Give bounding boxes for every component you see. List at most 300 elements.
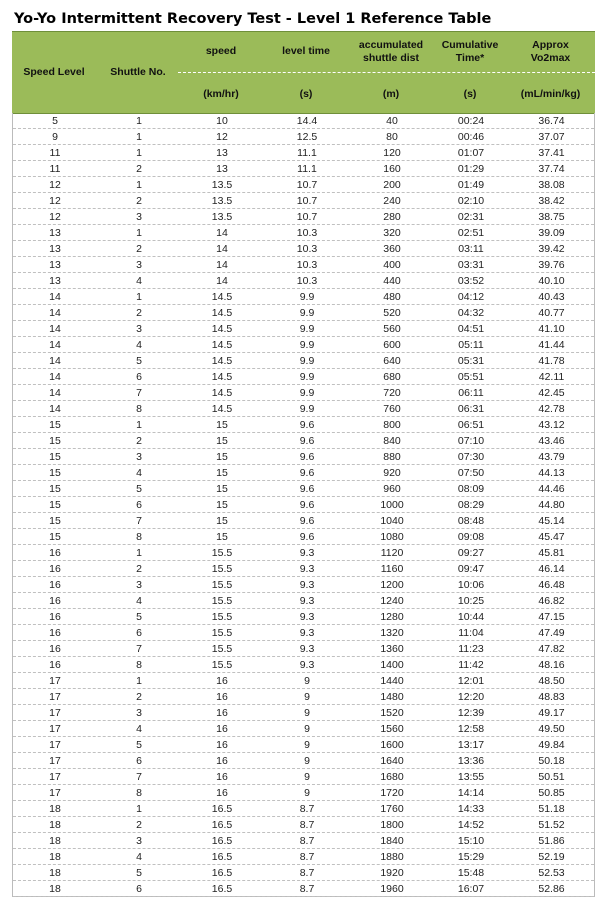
table-row — [13, 529, 594, 545]
shuttle-no-cell: 6 — [136, 371, 142, 383]
cumulative-time-cell: 13:17 — [457, 739, 485, 751]
speed-cell: 15 — [216, 515, 228, 527]
table-row — [13, 225, 594, 241]
speed-cell: 16 — [216, 691, 228, 703]
shuttle-no-cell: 4 — [136, 723, 142, 735]
speed-cell: 14.5 — [211, 355, 233, 367]
vo2max-cell: 46.48 — [538, 579, 565, 591]
distance-cell: 920 — [383, 467, 401, 479]
unit-distance: (m) — [382, 88, 400, 100]
distance-cell: 1480 — [380, 691, 404, 703]
table-row — [13, 113, 594, 129]
speed-level-cell: 16 — [49, 579, 61, 591]
distance-cell: 200 — [383, 179, 401, 191]
speed-level-cell: 15 — [49, 467, 61, 479]
table-row — [13, 657, 594, 673]
shuttle-no-cell: 8 — [136, 659, 142, 671]
distance-cell: 840 — [383, 435, 401, 447]
page-title: Yo-Yo Intermittent Recovery Test - Level 1 Reference Table — [14, 11, 492, 27]
speed-level-cell: 12 — [49, 179, 61, 191]
cumulative-time-cell: 01:29 — [457, 163, 485, 175]
speed-level-cell: 14 — [49, 291, 61, 303]
cumulative-time-cell: 07:50 — [457, 467, 485, 479]
speed-cell: 15.5 — [211, 547, 233, 559]
vo2max-cell: 52.19 — [538, 851, 565, 863]
distance-cell: 1560 — [380, 723, 404, 735]
distance-cell: 160 — [383, 163, 401, 175]
distance-cell: 40 — [386, 115, 398, 127]
distance-cell: 1120 — [380, 547, 404, 559]
speed-cell: 12 — [216, 131, 228, 143]
shuttle-no-cell: 7 — [136, 515, 142, 527]
speed-cell: 15 — [216, 451, 228, 463]
shuttle-no-cell: 6 — [136, 755, 142, 767]
vo2max-cell: 37.07 — [538, 131, 565, 143]
vo2max-cell: 43.12 — [538, 419, 565, 431]
speed-cell: 14.5 — [211, 387, 233, 399]
cumulative-time-cell: 04:32 — [457, 307, 485, 319]
vo2max-cell: 51.18 — [538, 803, 565, 815]
cumulative-time-cell: 12:58 — [457, 723, 485, 735]
table-row — [13, 321, 594, 337]
shuttle-no-cell: 4 — [136, 467, 142, 479]
distance-cell: 800 — [383, 419, 401, 431]
shuttle-no-cell: 2 — [136, 195, 142, 207]
table-row — [13, 289, 594, 305]
shuttle-no-cell: 5 — [136, 867, 142, 879]
shuttle-no-cell: 5 — [136, 355, 142, 367]
shuttle-no-cell: 3 — [136, 579, 142, 591]
table-row — [13, 513, 594, 529]
level-time-cell: 9.6 — [299, 531, 315, 543]
distance-cell: 1080 — [380, 531, 404, 543]
table-row — [13, 881, 594, 897]
table-row — [13, 273, 594, 289]
speed-cell: 15.5 — [211, 611, 233, 623]
level-time-cell: 9 — [304, 755, 310, 767]
speed-level-cell: 15 — [49, 451, 61, 463]
distance-cell: 1160 — [380, 563, 404, 575]
shuttle-no-cell: 1 — [136, 179, 142, 191]
speed-cell: 14.5 — [211, 403, 233, 415]
speed-cell: 14.5 — [211, 339, 233, 351]
table-row — [13, 609, 594, 625]
vo2max-cell: 38.42 — [538, 195, 565, 207]
vo2max-cell: 52.53 — [538, 867, 565, 879]
cumulative-time-cell: 06:31 — [457, 403, 485, 415]
level-time-cell: 10.3 — [296, 243, 318, 255]
shuttle-no-cell: 5 — [136, 739, 142, 751]
shuttle-no-cell: 3 — [136, 835, 142, 847]
cumulative-time-cell: 08:48 — [457, 515, 485, 527]
table-body — [12, 113, 595, 897]
speed-level-cell: 17 — [49, 723, 61, 735]
table-row — [13, 849, 594, 865]
distance-cell: 1600 — [380, 739, 404, 751]
shuttle-no-cell: 6 — [136, 499, 142, 511]
vo2max-cell: 42.45 — [538, 387, 565, 399]
vo2max-cell: 47.49 — [538, 627, 565, 639]
speed-cell: 14.5 — [211, 323, 233, 335]
cumulative-time-cell: 11:23 — [458, 643, 484, 655]
table-row — [13, 753, 594, 769]
shuttle-no-cell: 2 — [136, 691, 142, 703]
cumulative-time-cell: 02:31 — [457, 211, 485, 223]
speed-level-cell: 14 — [49, 323, 61, 335]
shuttle-no-cell: 1 — [136, 675, 142, 687]
vo2max-cell: 48.50 — [538, 675, 565, 687]
col-header-cumulative — [434, 39, 506, 65]
unit-vo2max: (mL/min/kg) — [520, 88, 581, 100]
distance-cell: 720 — [383, 387, 401, 399]
col-header-shuttle-no: Shuttle No. — [110, 66, 166, 78]
cumulative-time-cell: 00:24 — [457, 115, 485, 127]
cumulative-time-cell: 15:29 — [457, 851, 485, 863]
level-time-cell: 10.3 — [296, 275, 318, 287]
level-time-cell: 9 — [304, 787, 310, 799]
level-time-cell: 9.6 — [299, 451, 315, 463]
vo2max-cell: 50.18 — [538, 755, 565, 767]
speed-level-cell: 17 — [49, 739, 61, 751]
speed-level-cell: 14 — [49, 355, 61, 367]
col-header-vo2max — [506, 39, 595, 65]
speed-cell: 15.5 — [211, 595, 233, 607]
distance-cell: 640 — [383, 355, 401, 367]
shuttle-no-cell: 8 — [136, 531, 142, 543]
unit-cumulative: (s) — [463, 88, 477, 100]
shuttle-no-cell: 7 — [136, 387, 142, 399]
speed-level-cell: 16 — [49, 627, 61, 639]
shuttle-no-cell: 1 — [136, 227, 142, 239]
table-row — [13, 465, 594, 481]
distance-cell: 1440 — [380, 675, 404, 687]
speed-cell: 16.5 — [211, 867, 233, 879]
shuttle-no-cell: 1 — [136, 115, 142, 127]
vo2max-cell: 50.51 — [538, 771, 565, 783]
cumulative-time-cell: 15:48 — [457, 867, 485, 879]
vo2max-cell: 43.79 — [538, 451, 565, 463]
distance-cell: 520 — [383, 307, 401, 319]
distance-cell: 1520 — [380, 707, 404, 719]
shuttle-no-cell: 8 — [136, 787, 142, 799]
speed-cell: 14 — [216, 243, 228, 255]
vo2max-cell: 47.82 — [538, 643, 565, 655]
shuttle-no-cell: 8 — [136, 403, 142, 415]
vo2max-line1: Approx — [532, 39, 569, 51]
speed-level-cell: 14 — [49, 403, 61, 415]
table-row — [13, 769, 594, 785]
speed-level-cell: 18 — [49, 819, 61, 831]
shuttle-no-cell: 4 — [136, 339, 142, 351]
speed-cell: 13 — [216, 147, 228, 159]
speed-level-cell: 17 — [49, 755, 61, 767]
speed-cell: 16 — [216, 707, 228, 719]
vo2max-cell: 40.77 — [538, 307, 565, 319]
speed-level-cell: 17 — [49, 691, 61, 703]
vo2max-cell: 41.10 — [538, 323, 565, 335]
speed-level-cell: 18 — [49, 835, 61, 847]
cumulative-time-cell: 11:42 — [458, 659, 484, 671]
speed-level-cell: 18 — [49, 867, 61, 879]
table-row — [13, 337, 594, 353]
cumulative-time-cell: 07:10 — [457, 435, 485, 447]
cumulative-time-cell: 02:10 — [457, 195, 485, 207]
distance-cell: 320 — [383, 227, 401, 239]
shuttle-no-cell: 4 — [136, 851, 142, 863]
table-row — [13, 177, 594, 193]
table-row — [13, 241, 594, 257]
shuttle-no-cell: 2 — [136, 563, 142, 575]
speed-level-cell: 15 — [49, 483, 61, 495]
table-row — [13, 369, 594, 385]
table-row — [13, 401, 594, 417]
speed-cell: 16 — [216, 723, 228, 735]
table-row — [13, 785, 594, 801]
speed-cell: 14.5 — [211, 371, 233, 383]
cumulative-time-cell: 05:31 — [457, 355, 485, 367]
vo2max-cell: 37.74 — [538, 163, 565, 175]
speed-level-cell: 12 — [49, 211, 61, 223]
speed-level-cell: 15 — [49, 435, 61, 447]
cumulative-time-cell: 08:29 — [457, 499, 485, 511]
shuttle-no-cell: 2 — [136, 307, 142, 319]
speed-level-cell: 13 — [49, 243, 61, 255]
vo2max-cell: 52.86 — [538, 883, 565, 895]
col-header-speed-level: Speed Level — [23, 66, 85, 78]
speed-level-cell: 14 — [49, 339, 61, 351]
table-row — [13, 417, 594, 433]
speed-level-cell: 16 — [49, 547, 61, 559]
distance-cell: 360 — [383, 243, 401, 255]
speed-level-cell: 14 — [49, 307, 61, 319]
distance-cell: 1320 — [380, 627, 404, 639]
speed-cell: 16 — [216, 771, 228, 783]
shuttle-no-cell: 1 — [136, 419, 142, 431]
table-row — [13, 737, 594, 753]
cumulative-line1: Cumulative — [441, 39, 499, 51]
level-time-cell: 9.3 — [299, 547, 315, 559]
vo2max-cell: 46.14 — [538, 563, 565, 575]
shuttle-no-cell: 1 — [136, 803, 142, 815]
speed-level-cell: 18 — [49, 851, 61, 863]
table-row — [13, 193, 594, 209]
level-time-cell: 8.7 — [299, 803, 315, 815]
table-row — [13, 145, 594, 161]
shuttle-no-cell: 4 — [136, 595, 142, 607]
shuttle-no-cell: 3 — [136, 259, 142, 271]
shuttle-no-cell: 7 — [136, 771, 142, 783]
distance-cell: 1000 — [380, 499, 404, 511]
accumulated-line2: shuttle dist — [362, 52, 419, 64]
speed-cell: 16 — [216, 739, 228, 751]
cumulative-time-cell: 05:11 — [458, 339, 484, 351]
table-row — [13, 817, 594, 833]
unit-level-time: (s) — [299, 88, 313, 100]
level-time-cell: 10.7 — [296, 195, 318, 207]
cumulative-time-cell: 12:01 — [457, 675, 485, 687]
table-row — [13, 833, 594, 849]
speed-level-cell: 16 — [49, 595, 61, 607]
level-time-cell: 9.6 — [299, 467, 315, 479]
speed-cell: 15.5 — [211, 579, 233, 591]
speed-level-cell: 13 — [49, 275, 61, 287]
level-time-cell: 9 — [304, 723, 310, 735]
table-row — [13, 561, 594, 577]
vo2max-cell: 48.83 — [538, 691, 565, 703]
vo2max-cell: 42.11 — [538, 371, 565, 383]
shuttle-no-cell: 5 — [136, 611, 142, 623]
shuttle-no-cell: 3 — [136, 707, 142, 719]
level-time-cell: 9.3 — [299, 611, 315, 623]
vo2max-cell: 51.86 — [538, 835, 565, 847]
level-time-cell: 9.3 — [299, 659, 315, 671]
distance-cell: 760 — [383, 403, 401, 415]
level-time-cell: 14.4 — [296, 115, 318, 127]
speed-cell: 13.5 — [211, 179, 233, 191]
speed-level-cell: 17 — [49, 707, 61, 719]
speed-cell: 13.5 — [211, 195, 233, 207]
table-row — [13, 545, 594, 561]
shuttle-no-cell: 1 — [136, 147, 142, 159]
speed-cell: 15 — [216, 483, 228, 495]
speed-level-cell: 15 — [49, 419, 61, 431]
distance-cell: 1720 — [380, 787, 404, 799]
vo2max-cell: 40.43 — [538, 291, 565, 303]
speed-cell: 10 — [216, 115, 228, 127]
speed-level-cell: 15 — [49, 531, 61, 543]
table-row — [13, 129, 594, 145]
level-time-cell: 9.9 — [299, 371, 315, 383]
speed-level-cell: 13 — [49, 259, 61, 271]
table-row — [13, 721, 594, 737]
shuttle-no-cell: 2 — [136, 435, 142, 447]
shuttle-no-cell: 2 — [136, 163, 142, 175]
distance-cell: 1040 — [380, 515, 404, 527]
speed-cell: 14.5 — [211, 291, 233, 303]
vo2max-cell: 47.15 — [538, 611, 565, 623]
level-time-cell: 8.7 — [299, 835, 315, 847]
vo2max-cell: 45.47 — [538, 531, 565, 543]
table-row — [13, 593, 594, 609]
speed-level-cell: 12 — [49, 195, 61, 207]
speed-cell: 14 — [216, 275, 228, 287]
vo2max-cell: 46.82 — [538, 595, 565, 607]
table-row — [13, 641, 594, 657]
distance-cell: 1760 — [380, 803, 404, 815]
cumulative-time-cell: 13:36 — [457, 755, 485, 767]
speed-cell: 13 — [216, 163, 228, 175]
shuttle-no-cell: 4 — [136, 275, 142, 287]
shuttle-no-cell: 1 — [136, 131, 142, 143]
shuttle-no-cell: 2 — [136, 819, 142, 831]
distance-cell: 1240 — [380, 595, 404, 607]
vo2max-cell: 36.74 — [538, 115, 565, 127]
speed-level-cell: 14 — [49, 387, 61, 399]
col-header-level-time: level time — [282, 45, 330, 57]
level-time-cell: 9.3 — [299, 627, 315, 639]
speed-level-cell: 16 — [49, 659, 61, 671]
speed-level-cell: 15 — [49, 499, 61, 511]
level-time-cell: 9.6 — [299, 499, 315, 511]
distance-cell: 880 — [383, 451, 401, 463]
unit-speed: (km/hr) — [203, 88, 239, 100]
level-time-cell: 12.5 — [296, 131, 318, 143]
distance-cell: 560 — [383, 323, 401, 335]
accumulated-line1: accumulated — [358, 39, 424, 51]
speed-level-cell: 13 — [49, 227, 61, 239]
cumulative-time-cell: 14:33 — [457, 803, 485, 815]
shuttle-no-cell: 2 — [136, 243, 142, 255]
speed-cell: 14.5 — [211, 307, 233, 319]
cumulative-time-cell: 10:25 — [457, 595, 485, 607]
speed-cell: 16.5 — [211, 851, 233, 863]
level-time-cell: 9 — [304, 675, 310, 687]
speed-cell: 15 — [216, 467, 228, 479]
distance-cell: 1840 — [380, 835, 404, 847]
shuttle-no-cell: 1 — [136, 547, 142, 559]
table-row — [13, 689, 594, 705]
speed-level-cell: 16 — [49, 643, 61, 655]
shuttle-no-cell: 3 — [136, 211, 142, 223]
level-time-cell: 10.3 — [296, 259, 318, 271]
level-time-cell: 9.9 — [299, 323, 315, 335]
distance-cell: 1800 — [380, 819, 404, 831]
speed-level-cell: 16 — [49, 611, 61, 623]
level-time-cell: 9.3 — [299, 595, 315, 607]
speed-cell: 16 — [216, 755, 228, 767]
distance-cell: 1920 — [380, 867, 404, 879]
shuttle-no-cell: 6 — [136, 883, 142, 895]
vo2max-cell: 44.80 — [538, 499, 565, 511]
cumulative-time-cell: 06:51 — [457, 419, 485, 431]
distance-cell: 1200 — [380, 579, 404, 591]
distance-cell: 680 — [383, 371, 401, 383]
vo2max-cell: 45.14 — [538, 515, 565, 527]
distance-cell: 1360 — [380, 643, 404, 655]
level-time-cell: 10.7 — [296, 211, 318, 223]
table-row — [13, 209, 594, 225]
level-time-cell: 9.3 — [299, 563, 315, 575]
vo2max-cell: 39.09 — [538, 227, 565, 239]
table-row — [13, 481, 594, 497]
level-time-cell: 9.3 — [299, 579, 315, 591]
speed-level-cell: 9 — [52, 131, 58, 143]
table-row — [13, 497, 594, 513]
speed-cell: 15.5 — [211, 659, 233, 671]
table-row — [13, 161, 594, 177]
table-row — [13, 625, 594, 641]
distance-cell: 440 — [383, 275, 401, 287]
distance-cell: 480 — [383, 291, 401, 303]
cumulative-time-cell: 06:11 — [458, 387, 484, 399]
vo2max-cell: 49.84 — [538, 739, 565, 751]
level-time-cell: 9.6 — [299, 483, 315, 495]
level-time-cell: 9.9 — [299, 387, 315, 399]
cumulative-time-cell: 04:12 — [457, 291, 485, 303]
level-time-cell: 9.9 — [299, 403, 315, 415]
cumulative-time-cell: 09:47 — [457, 563, 485, 575]
level-time-cell: 9.6 — [299, 435, 315, 447]
vo2max-cell: 40.10 — [538, 275, 565, 287]
level-time-cell: 9.9 — [299, 291, 315, 303]
shuttle-no-cell: 3 — [136, 323, 142, 335]
speed-cell: 16.5 — [211, 835, 233, 847]
speed-level-cell: 17 — [49, 787, 61, 799]
cumulative-time-cell: 03:31 — [457, 259, 485, 271]
speed-cell: 15.5 — [211, 643, 233, 655]
header-divider — [178, 72, 595, 73]
level-time-cell: 11.1 — [297, 163, 317, 175]
